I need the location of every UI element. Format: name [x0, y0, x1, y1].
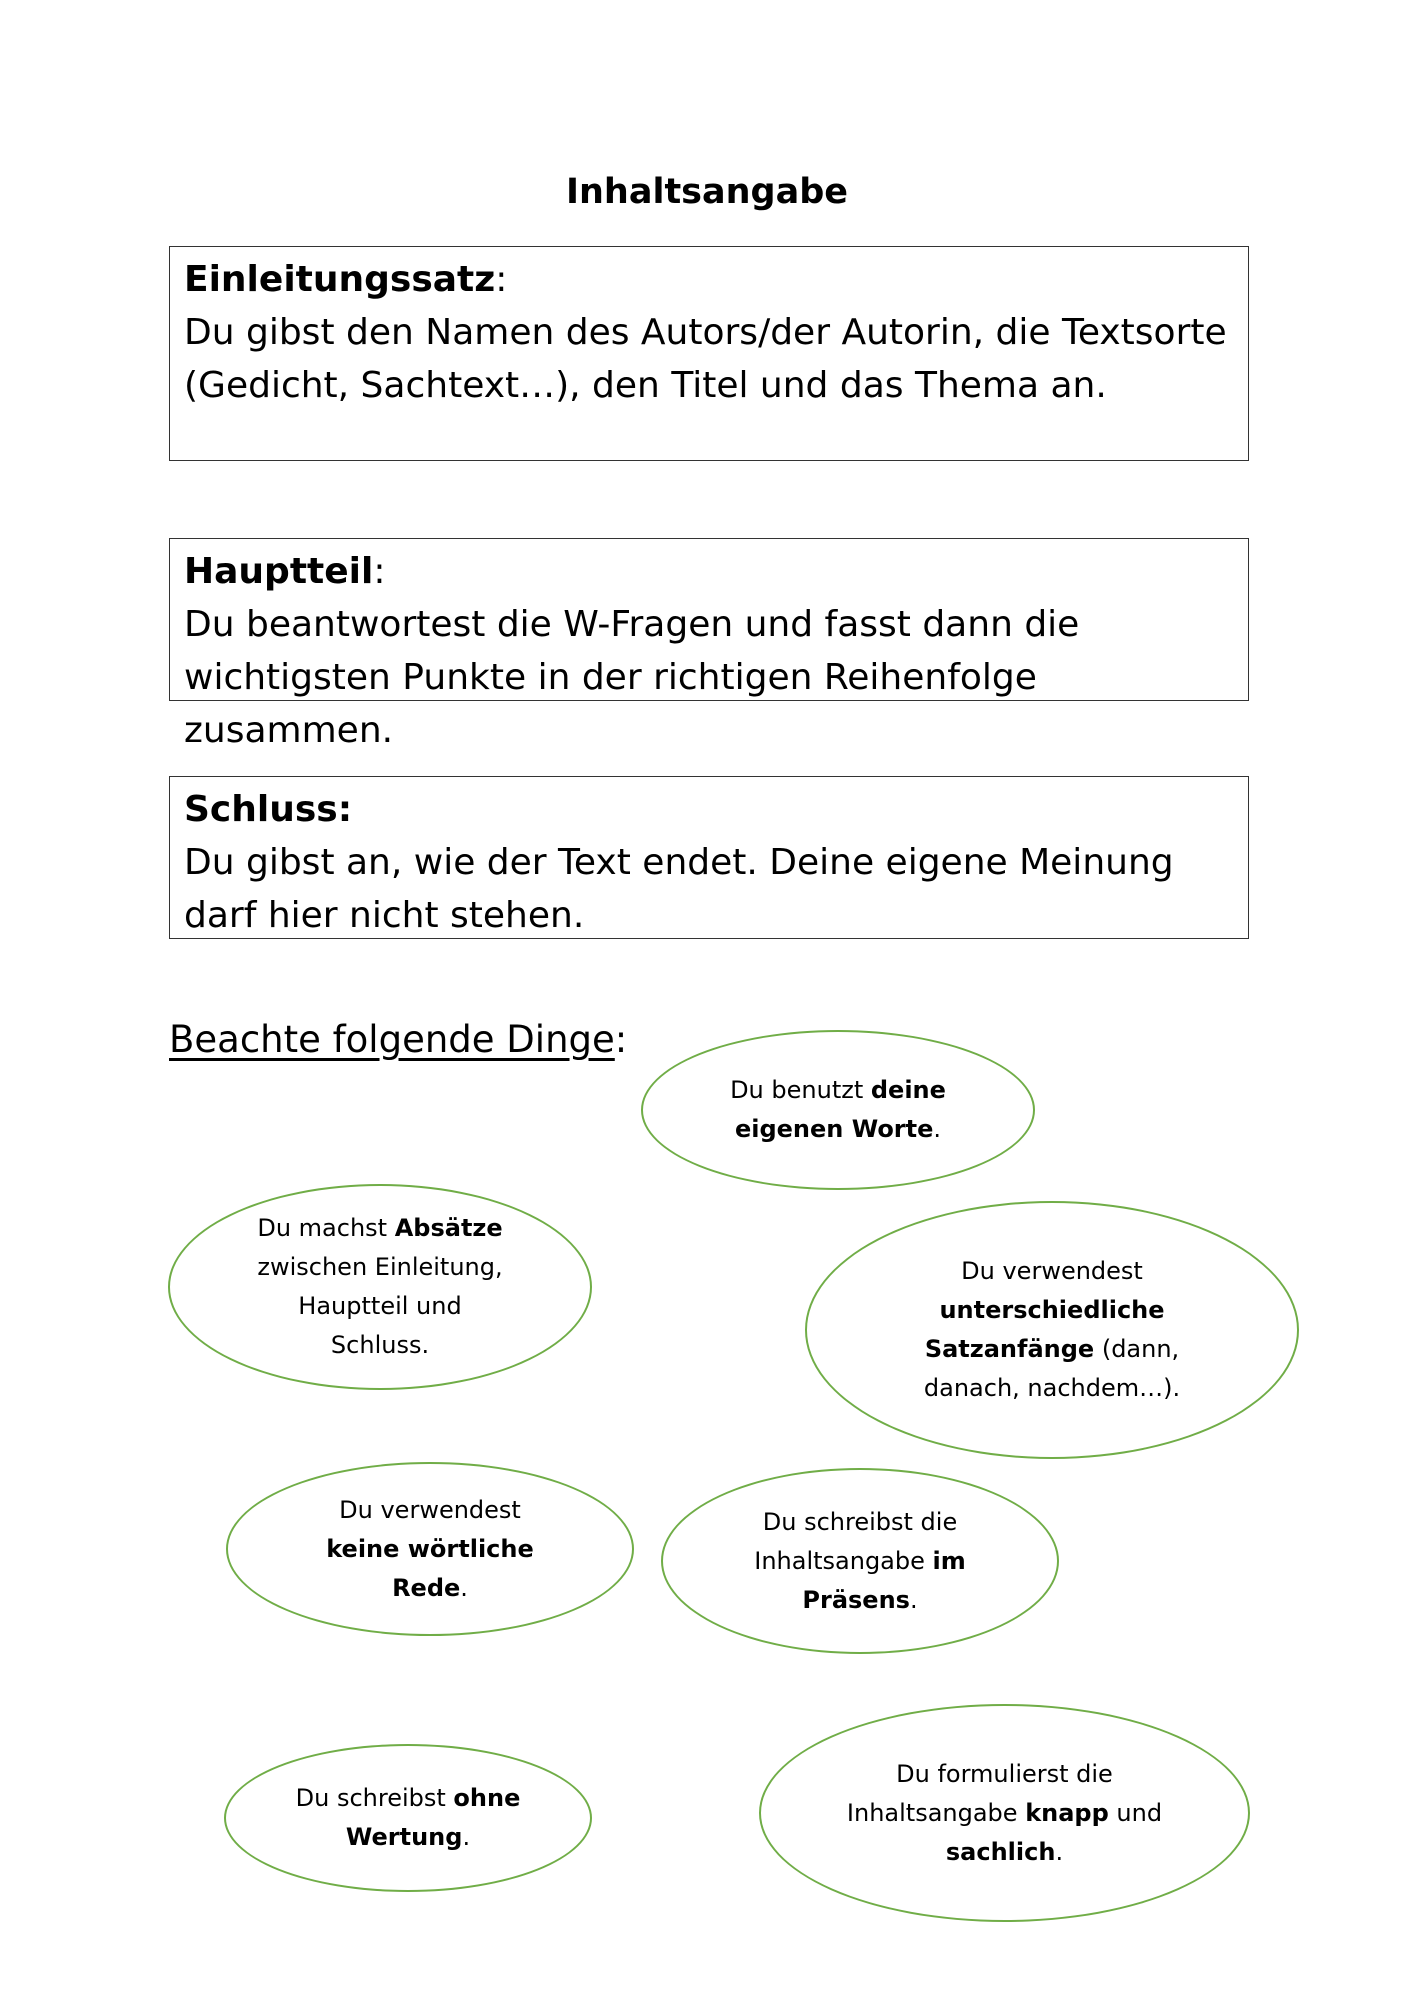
- tip-ohne-wertung: Du schreibst ohne Wertung.: [224, 1744, 592, 1892]
- section-heading: Schluss:: [184, 789, 353, 830]
- section-schluss: [169, 776, 1249, 939]
- section-body: Du beantwortest die W-Fragen und fasst dann die wichtigsten Punkte in der richtigen Reihenfolge zusammen.: [184, 604, 1080, 751]
- tip-eigene-worte: Du benutzt deine eigenen Worte.: [641, 1030, 1035, 1190]
- tip-knapp-sachlich: Du formulierst die Inhaltsangabe knapp und sachlich.: [759, 1704, 1250, 1922]
- tip-satzanfaenge: Du verwendest unterschiedliche Satzanfänge (dann, danach, nachdem…).: [805, 1201, 1299, 1459]
- section-heading-colon: :: [373, 551, 386, 592]
- section-heading-colon: :: [495, 259, 508, 300]
- tip-absaetze: Du machst Absätze zwischen Einleitung, Hauptteil und Schluss.: [168, 1184, 592, 1390]
- section-body: Du gibst an, wie der Text endet. Deine eigene Meinung darf hier nicht stehen.: [184, 842, 1174, 936]
- tip-keine-woertliche-rede: Du verwendest keine wörtliche Rede.: [226, 1462, 634, 1636]
- section-heading: Hauptteil: [184, 551, 374, 592]
- section-body: Du gibst den Namen des Autors/der Autorin, die Textsorte (Gedicht, Sachtext…), den Titel und das Thema an.: [184, 312, 1227, 406]
- section-hauptteil: [169, 538, 1249, 751]
- page-title: Inhaltsangabe: [565, 172, 849, 212]
- tip-praesens: Du schreibst die Inhaltsangabe im Präsens.: [661, 1468, 1059, 1654]
- tips-heading: Beachte folgende Dinge:: [169, 1018, 628, 1061]
- section-heading: Einleitungssatz: [184, 259, 496, 300]
- section-einleitung: [169, 246, 1249, 461]
